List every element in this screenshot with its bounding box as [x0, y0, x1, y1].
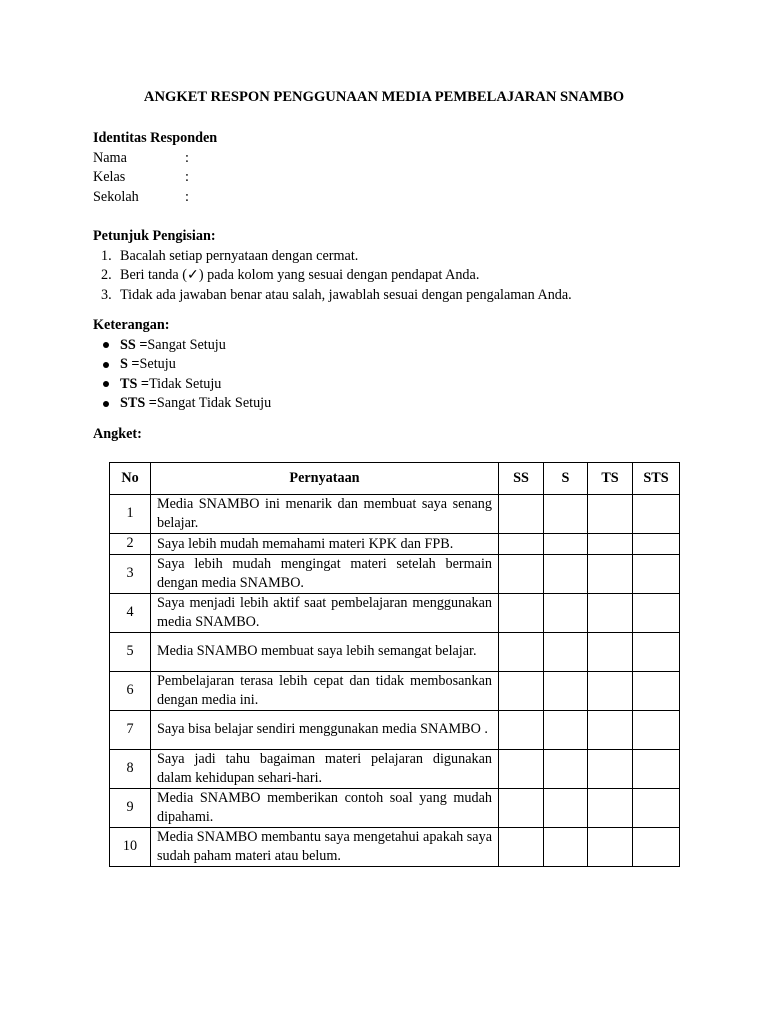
- identity-field-kelas: [93, 168, 217, 188]
- response-cell-ss[interactable]: [499, 788, 544, 827]
- table-row: [110, 749, 680, 788]
- instruction-item: [101, 266, 572, 286]
- response-cell-sts[interactable]: [633, 632, 680, 671]
- table-row: [110, 554, 680, 593]
- instruction-text: Bacalah setiap pernyataan dengan cermat.: [120, 247, 359, 264]
- legend-code: TS =: [120, 375, 149, 392]
- response-cell-sts[interactable]: [633, 827, 680, 866]
- response-cell-ts[interactable]: [588, 534, 633, 555]
- header-no: No: [110, 463, 151, 495]
- table-row: [110, 632, 680, 671]
- response-cell-sts[interactable]: [633, 593, 680, 632]
- response-cell-ts[interactable]: [588, 827, 633, 866]
- response-cell-s[interactable]: [544, 632, 588, 671]
- bullet-icon: [103, 342, 109, 348]
- legend-item: [93, 336, 271, 356]
- row-number: 6: [110, 671, 151, 710]
- response-cell-s[interactable]: [544, 827, 588, 866]
- row-statement: Media SNAMBO memberikan contoh soal yang mudah dipahami.: [151, 788, 499, 827]
- field-label: Sekolah: [93, 188, 139, 205]
- row-statement: Saya jadi tahu bagaiman materi pelajaran digunakan dalam kehidupan sehari-hari.: [151, 749, 499, 788]
- field-label: Kelas: [93, 169, 126, 185]
- response-cell-sts[interactable]: [633, 554, 680, 593]
- row-statement: Saya lebih mudah memahami materi KPK dan FPB.: [151, 534, 499, 555]
- row-number: 9: [110, 788, 151, 827]
- row-statement: Saya bisa belajar sendiri menggunakan media SNAMBO .: [151, 710, 499, 749]
- field-separator: :: [185, 149, 189, 166]
- identity-field-nama: [93, 149, 217, 169]
- legend-item: [93, 394, 271, 414]
- row-statement: Pembelajaran terasa lebih cepat dan tidak membosankan dengan media ini.: [151, 671, 499, 710]
- legend-item: [93, 375, 271, 395]
- response-cell-ss[interactable]: [499, 749, 544, 788]
- header-statement: Pernyataan: [151, 463, 499, 495]
- legend-heading: Keterangan:: [93, 317, 170, 333]
- row-number: 8: [110, 749, 151, 788]
- response-cell-sts[interactable]: [633, 495, 680, 534]
- response-cell-ts[interactable]: [588, 788, 633, 827]
- response-cell-sts[interactable]: [633, 671, 680, 710]
- legend-section: [93, 316, 271, 414]
- field-label: Nama: [93, 149, 127, 166]
- response-cell-s[interactable]: [544, 788, 588, 827]
- bullet-icon: [103, 381, 109, 387]
- legend-text: Tidak Setuju: [149, 375, 222, 392]
- instruction-item: [101, 247, 572, 267]
- legend-text: Sangat Setuju: [147, 336, 226, 353]
- response-cell-sts[interactable]: [633, 788, 680, 827]
- row-statement: Media SNAMBO membantu saya mengetahui apakah saya sudah paham materi atau belum.: [151, 827, 499, 866]
- instruction-number: 1.: [101, 247, 112, 264]
- identity-heading: Identitas Responden: [93, 130, 218, 146]
- legend-code: S =: [120, 356, 140, 372]
- bullet-icon: [103, 401, 109, 407]
- document-title: ANGKET RESPON PENGGUNAAN MEDIA PEMBELAJARAN SNAMBO: [143, 89, 625, 105]
- response-cell-ss[interactable]: [499, 671, 544, 710]
- instruction-text: Tidak ada jawaban benar atau salah, jawablah sesuai dengan pengalaman Anda.: [120, 286, 572, 303]
- legend-text: Setuju: [139, 356, 176, 372]
- table-row: [110, 827, 680, 866]
- row-statement: Saya menjadi lebih aktif saat pembelajaran menggunakan media SNAMBO.: [151, 593, 499, 632]
- row-number: 5: [110, 632, 151, 671]
- response-cell-sts[interactable]: [633, 749, 680, 788]
- table-row: [110, 495, 680, 534]
- table-row: [110, 534, 680, 555]
- response-cell-ss[interactable]: [499, 710, 544, 749]
- instruction-number: 2.: [101, 267, 112, 283]
- instructions-heading: Petunjuk Pengisian:: [93, 228, 216, 244]
- response-cell-ss[interactable]: [499, 632, 544, 671]
- row-number: 10: [110, 827, 151, 866]
- row-statement: Media SNAMBO ini menarik dan membuat saya senang belajar.: [151, 495, 499, 534]
- response-cell-ss[interactable]: [499, 534, 544, 555]
- instructions-section: [93, 227, 572, 305]
- response-cell-ss[interactable]: [499, 827, 544, 866]
- legend-list: [93, 336, 271, 414]
- response-cell-ts[interactable]: [588, 710, 633, 749]
- legend-item: [93, 355, 271, 375]
- row-number: 4: [110, 593, 151, 632]
- row-number: 2: [110, 534, 151, 555]
- survey-body: [110, 495, 680, 867]
- row-number: 7: [110, 710, 151, 749]
- table-row: [110, 671, 680, 710]
- row-number: 1: [110, 495, 151, 534]
- response-cell-sts[interactable]: [633, 534, 680, 555]
- response-cell-s[interactable]: [544, 495, 588, 534]
- instructions-list: [101, 247, 572, 306]
- instruction-item: [101, 286, 572, 306]
- legend-code: STS =: [120, 395, 157, 411]
- table-row: [110, 710, 680, 749]
- response-cell-sts[interactable]: [633, 710, 680, 749]
- response-cell-s[interactable]: [544, 534, 588, 555]
- legend-text: Sangat Tidak Setuju: [156, 395, 272, 411]
- response-cell-ts[interactable]: [588, 632, 633, 671]
- table-row: [110, 593, 680, 632]
- instruction-number: 3.: [101, 286, 112, 303]
- header-ts: TS: [588, 463, 633, 495]
- bullet-icon: [103, 362, 109, 368]
- response-cell-s[interactable]: [544, 749, 588, 788]
- response-cell-ts[interactable]: [588, 749, 633, 788]
- response-cell-ss[interactable]: [499, 495, 544, 534]
- survey-heading: Angket:: [93, 426, 142, 442]
- response-cell-ss[interactable]: [499, 554, 544, 593]
- header-ss: SS: [499, 463, 544, 495]
- response-cell-s[interactable]: [544, 710, 588, 749]
- response-cell-s[interactable]: [544, 554, 588, 593]
- identity-field-sekolah: [93, 188, 217, 208]
- response-cell-ts[interactable]: [588, 593, 633, 632]
- table-row: [110, 788, 680, 827]
- response-cell-ts[interactable]: [588, 554, 633, 593]
- instruction-text: Beri tanda (✓) pada kolom yang sesuai dengan pendapat Anda.: [120, 267, 480, 283]
- table-header-row: [110, 463, 680, 495]
- response-cell-s[interactable]: [544, 671, 588, 710]
- row-number: 3: [110, 554, 151, 593]
- row-statement: Saya lebih mudah mengingat materi setelah bermain dengan media SNAMBO.: [151, 554, 499, 593]
- row-statement: Media SNAMBO membuat saya lebih semangat belajar.: [151, 632, 499, 671]
- header-sts: STS: [633, 463, 680, 495]
- field-separator: :: [185, 169, 189, 185]
- response-cell-ts[interactable]: [588, 671, 633, 710]
- response-cell-s[interactable]: [544, 593, 588, 632]
- identity-section: [93, 129, 217, 207]
- survey-table: [109, 462, 680, 867]
- header-s: S: [544, 463, 588, 495]
- response-cell-ss[interactable]: [499, 593, 544, 632]
- response-cell-ts[interactable]: [588, 495, 633, 534]
- field-separator: :: [185, 188, 189, 205]
- legend-code: SS =: [120, 336, 148, 353]
